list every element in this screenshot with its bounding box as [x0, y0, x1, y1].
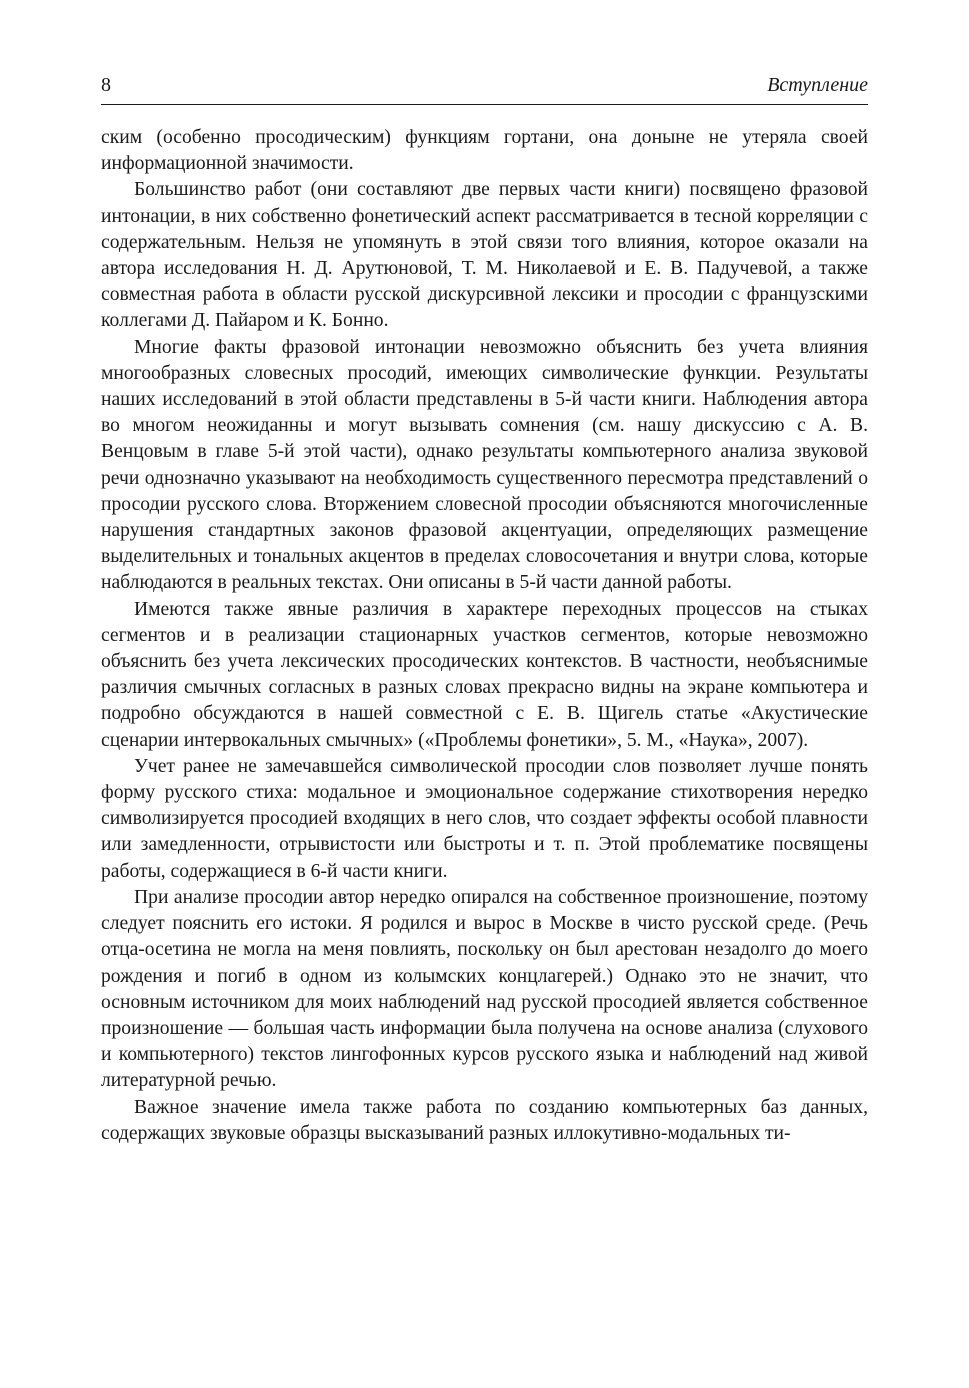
- paragraph: Учет ранее не замечавшейся символической просодии слов позволяет лучше понять форму русского стиха: модальное и эмоциональное содержание стихотворения нередко символизируется просодией входящих в него слов, что создает эффекты особой плавности или замедленности, отрывистости или быстроты и т. п. Этой проблематике посвящены работы, содержащиеся в 6-й части книги.: [101, 755, 868, 882]
- paragraph: Большинство работ (они составляют две первых части книги) посвящено фразовой интонации, в них собственно фонетический аспект рассматривается в тесной корреляции с содержательным. Нельзя не упомянуть в этой связи того влияния, которое оказали на автора исследования Н. Д. Арутюновой, Т. М. Николаевой и Е. В. Падучевой, а также совместная работа в области русской дискурсивной лексики и просодии с французскими коллегами Д. Пайаром и К. Бонно.: [101, 179, 868, 332]
- running-head: [101, 70, 868, 100]
- header-rule: [101, 104, 868, 105]
- paragraph: Важное значение имела также работа по созданию компьютерных баз данных, содержащих звуковые образцы высказываний разных иллокутивно-модальных ти-: [101, 1096, 868, 1144]
- paragraph: Многие факты фразовой интонации невозможно объяснить без учета влияния многообразных словесных просодий, имеющих символические функции. Результаты наших исследований в этой области представлены в 5-й части книги. Наблюдения автора во многом неожиданны и могут вызывать сомнения (см. нашу дискуссию с А. В. Венцовым в главе 5-й этой части), однако результаты компьютерного анализа звуковой речи однозначно указывают на необходимость существенного пересмотра представлений о просодии русского слова. Вторжением словесной просодии объясняются многочисленные нарушения стандартных законов фразовой акцентуации, определяющих размещение выделительных и тональных акцентов в пределах словосочетания и внутри слова, которые наблюдаются в реальных текстах. Они описаны в 5-й части данной работы.: [101, 336, 868, 594]
- paragraph: При анализе просодии автор нередко опирался на собственное произношение, поэтому следует пояснить его истоки. Я родился и вырос в Москве в чисто русской среде. (Речь отца-осетина не могла на меня повлиять, поскольку он был арестован незадолго до моего рождения и погиб в одном из колымских концлагерей.) Однако это не значит, что основным источником для моих наблюдений над русской просодией является собственное произношение — большая часть информации была получена на основе анализа (слухового и компьютерного) текстов лингофонных курсов русского языка и наблюдений над живой литературной речью.: [101, 886, 868, 1092]
- section-title: Вступление: [767, 74, 868, 96]
- paragraph-continuation: ским (особенно просодическим) функциям гортани, она доныне не утеряла своей информационной значимости.: [101, 127, 868, 175]
- body-text: [101, 125, 868, 1147]
- book-page: [101, 70, 868, 1147]
- page-number: 8: [101, 74, 111, 96]
- paragraph: Имеются также явные различия в характере переходных процессов на стыках сегментов и в реализации стационарных участков сегментов, которые невозможно объяснить без учета лексических просодических контекстов. В частности, необъяснимые различия смычных согласных в разных словах прекрасно видны на экране компьютера и подробно обсуждаются в нашей совместной с Е. В. Щигель статье «Акустические сценарии интервокальных смычных» («Проблемы фонетики», 5. М., «Наука», 2007).: [101, 598, 868, 751]
